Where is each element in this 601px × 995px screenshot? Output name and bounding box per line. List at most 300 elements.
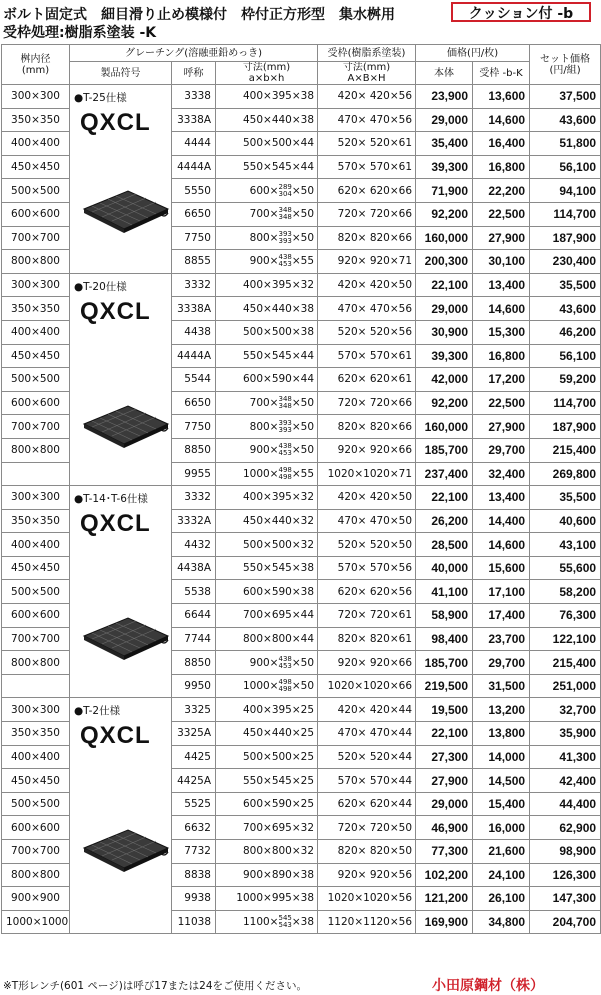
set-price: 43,100	[530, 533, 601, 557]
body-price: 160,000	[416, 226, 473, 250]
frame-dim: 720× 720×66	[318, 202, 416, 226]
dim-prefix: 900×	[249, 656, 279, 669]
pit-size: 350×350	[2, 722, 70, 746]
col-pit: 桝内径 (mm)	[2, 45, 70, 85]
dim-prefix: 1100×	[242, 916, 279, 929]
dim-top: 393	[278, 418, 292, 427]
set-price: 187,900	[530, 226, 601, 250]
product-cell	[70, 85, 172, 136]
body-price: 71,900	[416, 179, 473, 203]
frame-dim: 570× 570×56	[318, 556, 416, 580]
product-cell	[70, 745, 172, 769]
body-price: 27,300	[416, 745, 473, 769]
frame-price: 22,500	[473, 391, 530, 415]
pit-size: 450×450	[2, 769, 70, 793]
frame-dim: 920× 920×71	[318, 250, 416, 274]
body-price: 42,000	[416, 368, 473, 392]
grating-dim: 600×590×38	[216, 580, 318, 604]
body-price: 185,700	[416, 651, 473, 675]
product-cell	[70, 910, 172, 934]
nominal-name: 9950	[172, 674, 216, 698]
body-price: 30,900	[416, 320, 473, 344]
frame-dim: 420× 420×56	[318, 85, 416, 109]
dim-top: 438	[278, 442, 292, 451]
frame-dim: 470× 470×56	[318, 297, 416, 321]
dim-bottom: 498	[278, 685, 292, 694]
frame-dim: 520× 520×44	[318, 745, 416, 769]
dim-suffix: ×50	[291, 231, 315, 244]
set-price: 42,400	[530, 769, 601, 793]
product-cell	[70, 297, 172, 321]
grating-dim: 400×395×32	[216, 273, 318, 297]
table-row	[2, 674, 601, 698]
table-row	[2, 179, 601, 203]
body-price: 46,900	[416, 816, 473, 840]
frame-dim: 820× 820×61	[318, 627, 416, 651]
col-set-price: セット価格 (円/組)	[530, 45, 601, 85]
pit-size: 400×400	[2, 320, 70, 344]
dim-prefix: 1000×	[242, 467, 279, 480]
frame-dim: 720× 720×66	[318, 391, 416, 415]
pit-size: 1000×1000	[2, 910, 70, 934]
frame-dim: 1020×1020×71	[318, 462, 416, 486]
body-price: 200,300	[416, 250, 473, 274]
frame-price: 34,800	[473, 910, 530, 934]
pit-size: 800×800	[2, 863, 70, 887]
col-price-group: 価格(円/枚)	[416, 45, 530, 62]
spec-label: ●T-14･T-6仕様	[74, 493, 148, 506]
product-cell	[70, 627, 172, 651]
nominal-name: 4444A	[172, 155, 216, 179]
price-table	[1, 44, 601, 934]
nominal-name: 3338A	[172, 108, 216, 132]
product-cell	[70, 722, 172, 746]
body-price: 77,300	[416, 840, 473, 864]
product-cell	[70, 556, 172, 580]
title-line-2: 受枠処理:樹脂系塗装 -K	[3, 25, 157, 41]
frame-price: 24,100	[473, 863, 530, 887]
body-price: 41,100	[416, 580, 473, 604]
pit-size: 450×450	[2, 344, 70, 368]
product-cell	[70, 415, 172, 439]
frame-price: 16,000	[473, 816, 530, 840]
grating-dim: 500×500×38	[216, 320, 318, 344]
frame-price: 17,200	[473, 368, 530, 392]
pit-size: 900×900	[2, 887, 70, 911]
set-price: 51,800	[530, 132, 601, 156]
grating-dim: 800×800×44	[216, 627, 318, 651]
grating-dim	[216, 462, 318, 486]
grating-dim: 500×500×25	[216, 745, 318, 769]
table-row	[2, 391, 601, 415]
nominal-name: 6644	[172, 604, 216, 628]
body-price: 237,400	[416, 462, 473, 486]
cushion-badge: クッション付 -b	[451, 2, 591, 22]
frame-dim: 420× 420×50	[318, 273, 416, 297]
frame-dim: 520× 520×56	[318, 320, 416, 344]
table-row	[2, 745, 601, 769]
nominal-name: 4444	[172, 132, 216, 156]
set-price: 40,600	[530, 509, 601, 533]
frame-price: 27,900	[473, 415, 530, 439]
frame-dim: 570× 570×61	[318, 155, 416, 179]
dim-suffix: ×55	[291, 467, 315, 480]
frame-dim: 920× 920×66	[318, 438, 416, 462]
nominal-name: 4425	[172, 745, 216, 769]
table-row	[2, 132, 601, 156]
set-price: 269,800	[530, 462, 601, 486]
body-price: 26,200	[416, 509, 473, 533]
nominal-name: 3338A	[172, 297, 216, 321]
table-row	[2, 438, 601, 462]
dim-suffix: ×50	[291, 680, 315, 693]
spec-label: ●T-20仕様	[74, 280, 127, 293]
model-code: QXCL	[80, 297, 151, 325]
table-row	[2, 226, 601, 250]
dim-bottom: 453	[278, 661, 292, 670]
table-row	[2, 155, 601, 179]
body-price: 121,200	[416, 887, 473, 911]
dim-stack	[278, 396, 291, 410]
frame-dim: 920× 920×56	[318, 863, 416, 887]
frame-price: 17,100	[473, 580, 530, 604]
frame-price: 13,800	[473, 722, 530, 746]
nominal-name: 5538	[172, 580, 216, 604]
body-price: 58,900	[416, 604, 473, 628]
nominal-name: 3332	[172, 486, 216, 510]
frame-price: 15,400	[473, 792, 530, 816]
body-price: 102,200	[416, 863, 473, 887]
col-body: 本体	[416, 62, 473, 85]
set-price: 44,400	[530, 792, 601, 816]
grating-dim: 450×440×38	[216, 297, 318, 321]
grating-dim: 450×440×32	[216, 509, 318, 533]
dim-top: 348	[278, 206, 292, 215]
dim-suffix: ×55	[291, 255, 315, 268]
product-cell	[70, 250, 172, 274]
pit-size	[2, 674, 70, 698]
product-cell	[70, 604, 172, 628]
grating-dim	[216, 651, 318, 675]
frame-dim: 1020×1020×66	[318, 674, 416, 698]
frame-price: 15,600	[473, 556, 530, 580]
body-price: 39,300	[416, 344, 473, 368]
nominal-name: 5544	[172, 368, 216, 392]
body-price: 29,000	[416, 108, 473, 132]
dim-stack	[278, 231, 291, 245]
set-price: 94,100	[530, 179, 601, 203]
frame-price: 13,200	[473, 698, 530, 722]
nominal-name: 8855	[172, 250, 216, 274]
nominal-name: 3332A	[172, 509, 216, 533]
grating-dim: 600×590×44	[216, 368, 318, 392]
pit-size: 800×800	[2, 651, 70, 675]
set-price: 37,500	[530, 85, 601, 109]
dim-bottom: 348	[278, 402, 292, 411]
dim-suffix: ×50	[291, 444, 315, 457]
nominal-name: 4438A	[172, 556, 216, 580]
frame-dim: 470× 470×56	[318, 108, 416, 132]
dim-top: 498	[278, 678, 292, 687]
table-row	[2, 910, 601, 934]
frame-dim: 620× 620×66	[318, 179, 416, 203]
table-row	[2, 273, 601, 297]
product-cell	[70, 462, 172, 486]
dim-suffix: ×50	[291, 656, 315, 669]
set-price: 32,700	[530, 698, 601, 722]
set-price: 215,400	[530, 651, 601, 675]
pit-size: 350×350	[2, 509, 70, 533]
body-price: 92,200	[416, 391, 473, 415]
frame-dim: 720× 720×61	[318, 604, 416, 628]
nominal-name: 4425A	[172, 769, 216, 793]
col-frame-group: 受枠(樹脂系塗装)	[318, 45, 416, 62]
grating-dim: 700×695×44	[216, 604, 318, 628]
set-price: 215,400	[530, 438, 601, 462]
table-row	[2, 769, 601, 793]
frame-dim: 720× 720×50	[318, 816, 416, 840]
dim-stack	[278, 420, 291, 434]
pit-size: 300×300	[2, 273, 70, 297]
title-line-1: ボルト固定式 細目滑り止め模様付 枠付正方形型 集水桝用	[3, 7, 395, 23]
product-cell	[70, 202, 172, 226]
set-price: 35,500	[530, 486, 601, 510]
body-price: 23,900	[416, 85, 473, 109]
frame-price: 16,800	[473, 155, 530, 179]
body-price: 40,000	[416, 556, 473, 580]
table-row	[2, 250, 601, 274]
frame-price: 23,700	[473, 627, 530, 651]
set-price: 204,700	[530, 910, 601, 934]
product-cell	[70, 863, 172, 887]
table-row	[2, 840, 601, 864]
product-cell	[70, 533, 172, 557]
grating-dim	[216, 179, 318, 203]
set-price: 56,100	[530, 344, 601, 368]
spec-label: ●T-25仕様	[74, 92, 127, 104]
frame-dim: 620× 620×44	[318, 792, 416, 816]
dim-top: 438	[278, 253, 292, 262]
table-row	[2, 202, 601, 226]
frame-price: 13,400	[473, 486, 530, 510]
dim-top: 348	[278, 395, 292, 404]
grating-dim: 400×395×38	[216, 85, 318, 109]
frame-dim: 920× 920×66	[318, 651, 416, 675]
frame-dim: 820× 820×50	[318, 840, 416, 864]
dim-stack	[278, 443, 291, 457]
set-price: 62,900	[530, 816, 601, 840]
dim-bottom: 348	[278, 213, 292, 222]
grating-dim: 550×545×38	[216, 556, 318, 580]
nominal-name: 9955	[172, 462, 216, 486]
body-price: 28,500	[416, 533, 473, 557]
nominal-name: 11038	[172, 910, 216, 934]
product-cell	[70, 320, 172, 344]
body-price: 185,700	[416, 438, 473, 462]
body-price: 27,900	[416, 769, 473, 793]
frame-price: 14,000	[473, 745, 530, 769]
pit-size: 300×300	[2, 486, 70, 510]
set-price: 114,700	[530, 202, 601, 226]
frame-price: 14,600	[473, 108, 530, 132]
frame-price: 16,800	[473, 344, 530, 368]
nominal-name: 3325	[172, 698, 216, 722]
body-price: 35,400	[416, 132, 473, 156]
grating-dim: 400×395×32	[216, 486, 318, 510]
frame-dim: 520× 520×61	[318, 132, 416, 156]
body-price: 160,000	[416, 415, 473, 439]
frame-dim: 1020×1020×56	[318, 887, 416, 911]
pit-size: 400×400	[2, 132, 70, 156]
table-row	[2, 580, 601, 604]
nominal-name: 4438	[172, 320, 216, 344]
dim-bottom: 498	[278, 472, 292, 481]
frame-price: 21,600	[473, 840, 530, 864]
frame-price: 14,600	[473, 533, 530, 557]
body-price: 22,100	[416, 722, 473, 746]
dim-stack	[278, 656, 291, 670]
pit-size: 700×700	[2, 840, 70, 864]
dim-stack	[278, 207, 291, 221]
dim-prefix: 800×	[249, 231, 279, 244]
dim-suffix: ×50	[291, 184, 315, 197]
set-price: 98,900	[530, 840, 601, 864]
product-cell	[70, 651, 172, 675]
set-price: 46,200	[530, 320, 601, 344]
product-cell	[70, 132, 172, 156]
grating-dim	[216, 438, 318, 462]
nominal-name: 6632	[172, 816, 216, 840]
set-price: 56,100	[530, 155, 601, 179]
grating-dim: 450×440×25	[216, 722, 318, 746]
pit-size: 500×500	[2, 580, 70, 604]
pit-size: 450×450	[2, 155, 70, 179]
nominal-name: 6650	[172, 202, 216, 226]
nominal-name: 5525	[172, 792, 216, 816]
set-price: 122,100	[530, 627, 601, 651]
grating-dim: 700×695×32	[216, 816, 318, 840]
nominal-name: 7744	[172, 627, 216, 651]
nominal-name: 3332	[172, 273, 216, 297]
set-price: 41,300	[530, 745, 601, 769]
product-cell	[70, 816, 172, 840]
pit-size: 450×450	[2, 556, 70, 580]
product-cell	[70, 792, 172, 816]
table-row	[2, 344, 601, 368]
grating-dim	[216, 391, 318, 415]
grating-dim: 800×800×32	[216, 840, 318, 864]
nominal-name: 4444A	[172, 344, 216, 368]
nominal-name: 8850	[172, 438, 216, 462]
frame-price: 29,700	[473, 651, 530, 675]
frame-price: 13,600	[473, 85, 530, 109]
nominal-name: 8838	[172, 863, 216, 887]
table-row	[2, 85, 601, 109]
body-price: 19,500	[416, 698, 473, 722]
product-cell	[70, 486, 172, 538]
set-price: 35,900	[530, 722, 601, 746]
pit-size: 600×600	[2, 604, 70, 628]
set-price: 43,600	[530, 108, 601, 132]
table-row	[2, 415, 601, 439]
body-price: 22,100	[416, 486, 473, 510]
set-price: 35,500	[530, 273, 601, 297]
table-row	[2, 509, 601, 533]
nominal-name: 6650	[172, 391, 216, 415]
frame-price: 17,400	[473, 604, 530, 628]
dim-suffix: ×38	[291, 916, 315, 929]
product-cell	[70, 179, 172, 203]
grating-dim: 550×545×44	[216, 155, 318, 179]
nominal-name: 3325A	[172, 722, 216, 746]
grating-dim: 400×395×25	[216, 698, 318, 722]
pit-size: 300×300	[2, 698, 70, 722]
dim-prefix: 700×	[249, 397, 279, 410]
nominal-name: 7732	[172, 840, 216, 864]
pit-size: 300×300	[2, 85, 70, 109]
product-cell	[70, 769, 172, 793]
col-grating-group: グレーチング(溶融亜鉛めっき)	[70, 45, 318, 62]
model-code: QXCL	[80, 722, 151, 750]
frame-price: 22,200	[473, 179, 530, 203]
product-cell	[70, 887, 172, 911]
col-dim: 寸法(mm) a×b×h	[216, 62, 318, 85]
grating-dim: 600×590×25	[216, 792, 318, 816]
dim-prefix: 1000×	[242, 680, 279, 693]
frame-price: 16,400	[473, 132, 530, 156]
grating-dim: 500×500×44	[216, 132, 318, 156]
frame-dim: 470× 470×44	[318, 722, 416, 746]
product-cell	[70, 580, 172, 604]
pit-size: 700×700	[2, 226, 70, 250]
nominal-name: 7750	[172, 226, 216, 250]
pit-size: 350×350	[2, 108, 70, 132]
frame-price: 14,500	[473, 769, 530, 793]
table-row	[2, 651, 601, 675]
table-row	[2, 604, 601, 628]
col-name: 呼称	[172, 62, 216, 85]
frame-dim: 420× 420×44	[318, 698, 416, 722]
dim-suffix: ×50	[291, 208, 315, 221]
grating-dim: 900×890×38	[216, 863, 318, 887]
table-row	[2, 556, 601, 580]
pit-size: 400×400	[2, 745, 70, 769]
pit-size: 400×400	[2, 533, 70, 557]
set-price: 147,300	[530, 887, 601, 911]
pit-size: 600×600	[2, 816, 70, 840]
dim-prefix: 800×	[249, 420, 279, 433]
dim-top: 289	[278, 182, 292, 191]
dim-stack	[278, 679, 291, 693]
frame-price: 26,100	[473, 887, 530, 911]
table-row	[2, 108, 601, 132]
col-frame-price: 受枠 -b-K	[473, 62, 530, 85]
body-price: 169,900	[416, 910, 473, 934]
product-cell	[70, 108, 172, 132]
col-frame-dim: 寸法(mm) A×B×H	[318, 62, 416, 85]
frame-dim: 570× 570×61	[318, 344, 416, 368]
nominal-name: 3338	[172, 85, 216, 109]
set-price: 43,600	[530, 297, 601, 321]
col-model: 製品符号	[70, 62, 172, 85]
product-cell	[70, 344, 172, 368]
grating-dim: 1000×995×38	[216, 887, 318, 911]
product-cell	[70, 226, 172, 250]
nominal-name: 4432	[172, 533, 216, 557]
set-price: 126,300	[530, 863, 601, 887]
frame-price: 14,400	[473, 509, 530, 533]
product-cell	[70, 155, 172, 179]
